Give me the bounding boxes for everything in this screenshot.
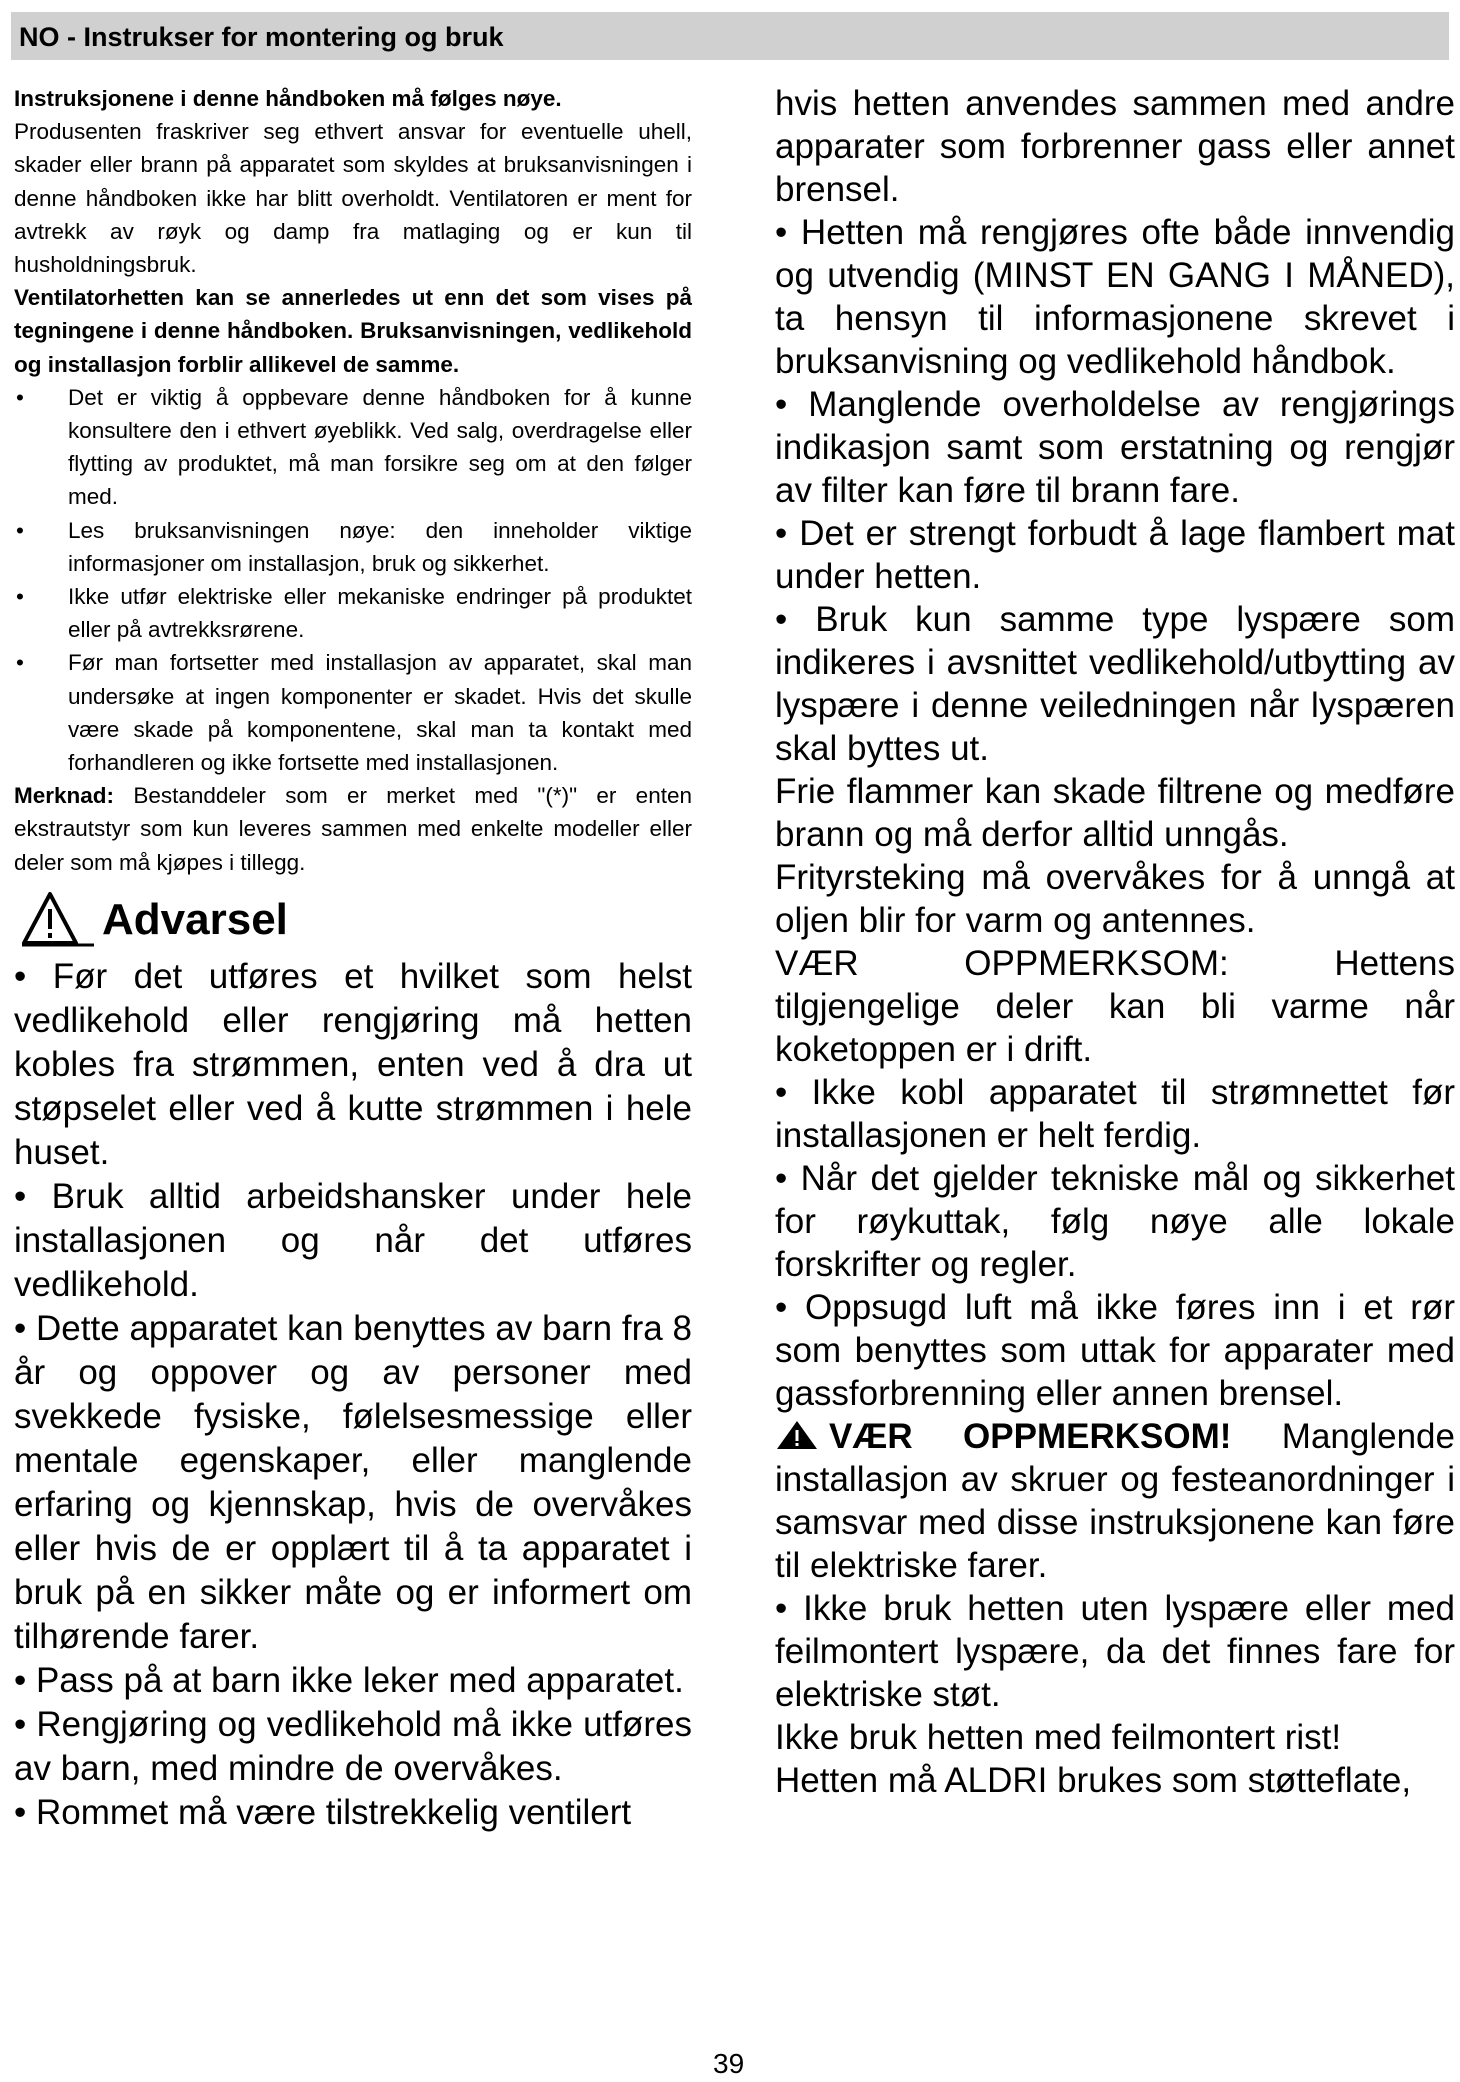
safety-item: • Hetten må rengjøres ofte både innvendig og utvendig (MINST EN GANG I MÅNED), ta hensyn til informasjonene skrevet i bruksanvisning og vedlikehold håndbok. — [775, 213, 1455, 381]
warning-triangle-small-icon — [775, 1419, 819, 1451]
safety-item: • Manglende overholdelse av rengjørings indikasjon samt som erstatning og rengjør av filter kan føre til brann fare. — [775, 385, 1455, 510]
safety-item: • Oppsugd luft må ikke føres inn i et rør som benyttes som uttak for apparater med gassforbrenning eller annen brensel. — [775, 1288, 1455, 1413]
intro-section — [14, 82, 692, 879]
warning-list — [14, 955, 692, 1835]
safety-item: • Bruk kun samme type lyspære som indikeres i avsnittet vedlikehold/utbytting av lyspære i denne veiledningen når lyspæren skal byttes ut. — [775, 600, 1455, 768]
warning-item: • Dette apparatet kan benyttes av barn fra 8 år og oppover og av personer med svekkede fysiske, følelsesmessige eller mentale egenskaper, eller manglende erfaring og kjennskap, hvis de overvåkes eller hvis de er opplært til å ta apparatet i bruk på en sikker måte og er informert om tilhørende farer. — [14, 1308, 692, 1656]
variant-notice: Ventilatorhetten kan se annerledes ut enn det som vises på tegningene i denne håndboken. Bruksanvisningen, vedlikehold og installasjon forblir allikevel de samme. — [14, 285, 692, 377]
warning-heading — [14, 891, 692, 951]
warning-item: • Før det utføres et hvilket som helst vedlikehold eller rengjøring må hetten kobles fra strømmen, enten ved å dra ut støpselet eller ved å kutte strømmen i hele huset. — [14, 956, 692, 1172]
warning-item: • Pass på at barn ikke leker med apparatet. — [14, 1660, 684, 1700]
bullet-icon: • — [16, 384, 24, 410]
safety-item: • Det er strengt forbudt å lage flambert mat under hetten. — [775, 514, 1455, 596]
warning-triangle-icon — [20, 891, 96, 947]
warning-item: • Rommet må være tilstrekkelig ventilert — [14, 1792, 632, 1832]
safety-item: VÆR OPPMERKSOM: Hettens tilgjengelige deler kan bli varme når koketoppen er i drift. — [775, 944, 1455, 1069]
warning-item: • Rengjøring og vedlikehold må ikke utføres av barn, med mindre de overvåkes. — [14, 1704, 692, 1788]
safety-item: Hetten må ALDRI brukes som støtteflate, — [775, 1761, 1412, 1800]
bullet-icon: • — [16, 650, 24, 676]
bullet-icon: • — [16, 517, 24, 543]
safety-item: Frityrsteking må overvåkes for å unngå at oljen blir for varm og antennes. — [775, 858, 1455, 940]
right-column — [775, 82, 1455, 1802]
attention-paragraph — [775, 1415, 1455, 1587]
safety-item: Frie flammer kan skade filtrene og medføre brann og må derfor alltid unngås. — [775, 772, 1455, 854]
section-header-bar — [11, 12, 1449, 60]
page-title: NO - Instrukser for montering og bruk — [19, 22, 504, 52]
note-paragraph — [14, 779, 692, 879]
safety-item: • Ikke bruk hetten uten lyspære eller med feilmontert lyspære, da det finnes fare for elektriske støt. — [775, 1589, 1455, 1714]
intro-bold-text: Instruksjonene i denne håndboken må følges nøye. — [14, 86, 562, 111]
note-label: Merknad: — [14, 783, 115, 809]
bullet-icon: • — [16, 584, 24, 610]
list-item: • Ikke utfør elektriske eller mekaniske endringer på produktet eller på avtrekksrørene. — [14, 580, 692, 646]
warning-title: Advarsel — [102, 894, 288, 944]
page-number: 39 — [713, 2048, 745, 2079]
attention-label: VÆR OPPMERKSOM! — [829, 1417, 1232, 1456]
left-column — [14, 82, 692, 1835]
safety-item: Ikke bruk hetten med feilmontert rist! — [775, 1718, 1342, 1757]
list-item: • Les bruksanvisningen nøye: den inneholder viktige informasjoner om installasjon, bruk og sikkerhet. — [14, 514, 692, 580]
safety-item: • Ikke kobl apparatet til strømnettet før installasjonen er helt ferdig. — [775, 1073, 1455, 1155]
attention-text: Manglende installasjon av skruer og festeanordninger i samsvar med disse instruksjonene kan føre til elektriske farer. — [775, 1417, 1455, 1585]
intro-text: Produsenten fraskriver seg ethvert ansvar for eventuelle uhell, skader eller brann på apparatet som skyldes at bruksanvisningen i denne håndboken ikke har blitt overholdt. Ventilatoren er ment for avtrekk av røyk og damp fra matlaging og er kun til husholdningsbruk. — [14, 119, 692, 278]
note-text: Bestanddeler som er merket med "(*)" er enten ekstrautstyr som kun leveres sammen med enkelte modeller eller deler som må kjøpes i tillegg. — [14, 783, 692, 875]
safety-item: hvis hetten anvendes sammen med andre apparater som forbrenner gass eller annet brensel. — [775, 84, 1455, 209]
safety-item: • Når det gjelder tekniske mål og sikkerhet for røykuttak, følg nøye alle lokale forskrifter og regler. — [775, 1159, 1455, 1284]
list-item: • Det er viktig å oppbevare denne håndboken for å kunne konsultere den i ethvert øyeblikk. Ved salg, overdragelse eller flytting av produktet, må man forsikre seg om at den følger med. — [14, 381, 692, 514]
warning-item: • Bruk alltid arbeidshansker under hele installasjonen og når det utføres vedlikehold. — [14, 1176, 692, 1304]
list-item: • Før man fortsetter med installasjon av apparatet, skal man undersøke at ingen komponenter er skadet. Hvis det skulle være skade på komponentene, skal man ta kontakt med forhandleren og ikke fortsette med installasjonen. — [14, 646, 692, 779]
